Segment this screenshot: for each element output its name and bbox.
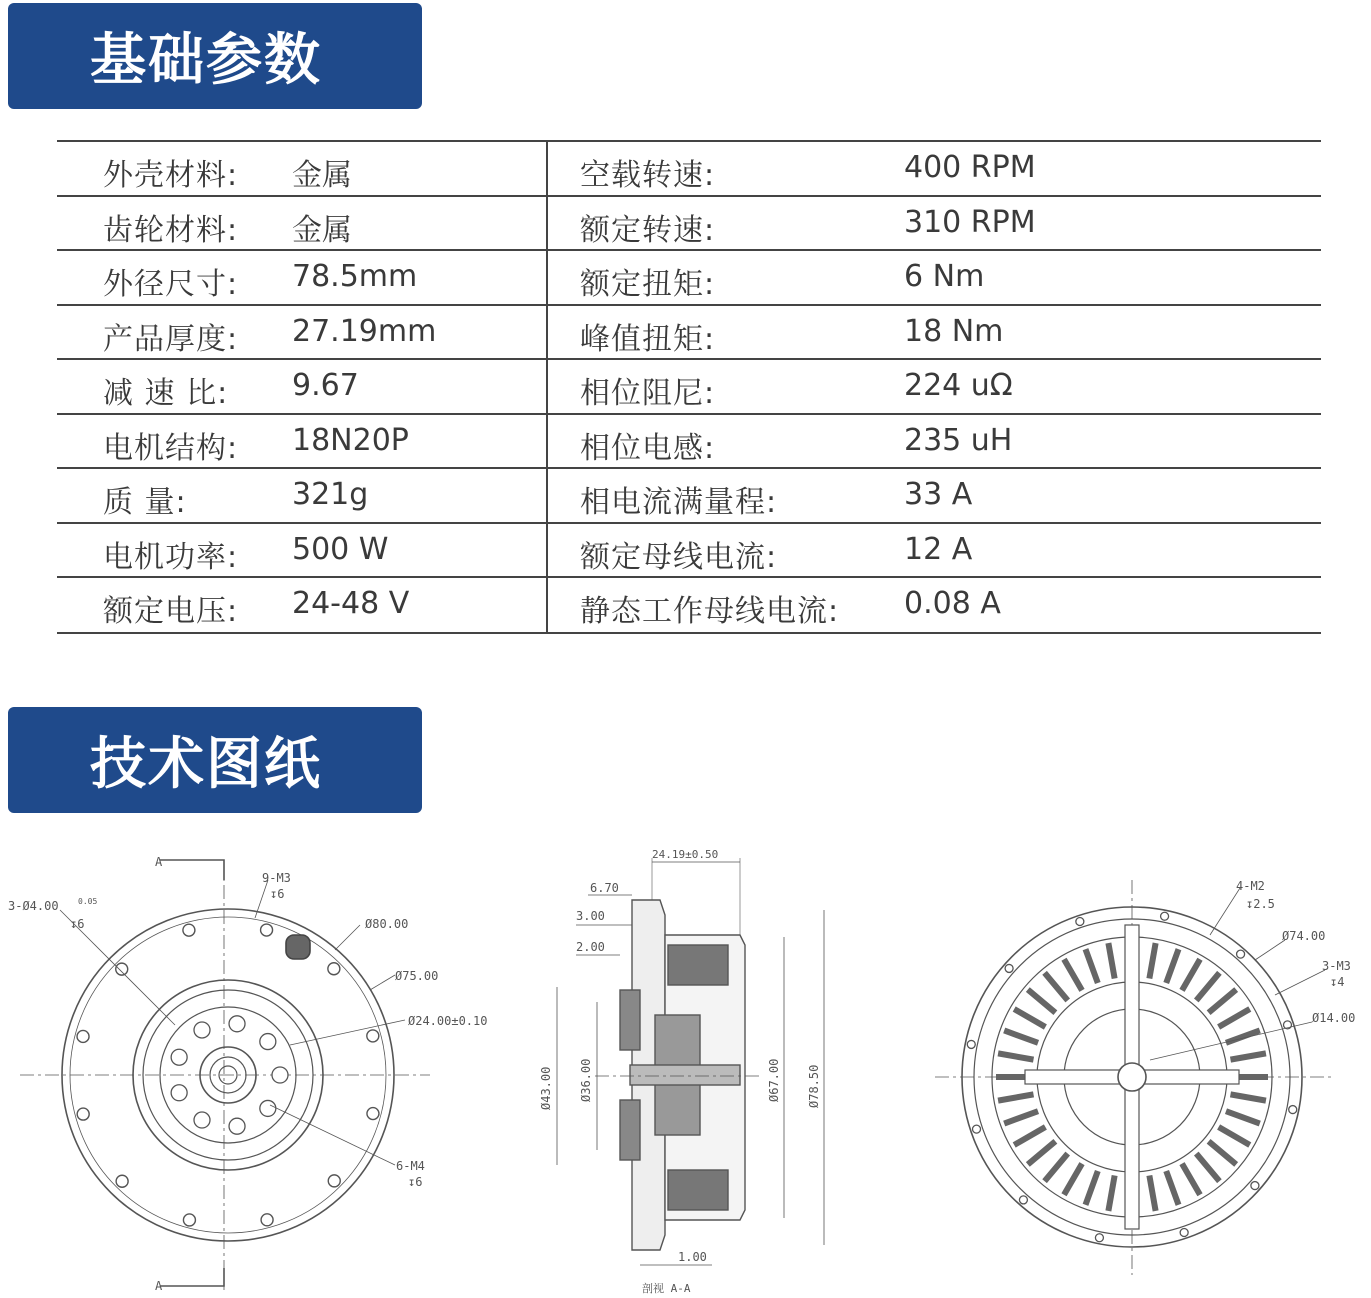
flange-hole bbox=[328, 963, 340, 975]
section-bearing-bottom bbox=[620, 1100, 640, 1160]
spec-value-right: 18 Nm bbox=[904, 313, 1004, 349]
flange-hole bbox=[116, 963, 128, 975]
dim-dia-d: Ø78.50 bbox=[807, 1064, 821, 1108]
connector-hatch bbox=[286, 935, 310, 959]
stator-slot bbox=[1028, 1141, 1056, 1164]
spec-table bbox=[57, 140, 1321, 634]
dim-holes-b: 9-M3 bbox=[262, 871, 291, 885]
dim-width: 24.19±0.50 bbox=[652, 848, 719, 861]
spec-value-right: 310 RPM bbox=[904, 204, 1036, 240]
spec-row bbox=[57, 522, 1321, 578]
spec-value-left: 金属 bbox=[292, 158, 352, 193]
spec-value-left: 金属 bbox=[292, 212, 352, 248]
stator-slot bbox=[1045, 973, 1068, 1001]
rear-dim-holes-a: 4-M2 bbox=[1236, 879, 1265, 893]
flange-hole bbox=[328, 1175, 340, 1187]
dim-d2: 3.00 bbox=[576, 909, 605, 923]
section-shaft bbox=[630, 1065, 740, 1085]
rear-hole bbox=[967, 1040, 975, 1048]
dim-d1: 6.70 bbox=[590, 881, 619, 895]
dim-outer-dia: Ø80.00 bbox=[365, 917, 409, 931]
spec-value-left: 321g bbox=[292, 477, 369, 512]
leader-outer bbox=[335, 925, 360, 950]
hub-hole bbox=[194, 1112, 210, 1128]
spec-value-left: 18N20P bbox=[292, 422, 409, 458]
stator-slot bbox=[1209, 990, 1237, 1013]
spec-label-left: 外壳材料: bbox=[103, 158, 239, 193]
stator-slot bbox=[1108, 1175, 1114, 1210]
spec-value-left: 500 W bbox=[292, 531, 389, 567]
rear-dim-dia-b: Ø14.00 bbox=[1312, 1011, 1356, 1025]
stator-slot bbox=[1108, 943, 1114, 978]
stator-slot bbox=[1064, 1164, 1082, 1195]
stator-slot bbox=[1182, 1164, 1200, 1195]
stator-slot bbox=[1149, 943, 1155, 978]
rear-leader-dia-b bbox=[1150, 1022, 1312, 1060]
spec-row bbox=[57, 249, 1321, 305]
flange-hole bbox=[116, 1175, 128, 1187]
stator-slot bbox=[1209, 1141, 1237, 1164]
spec-value-left: 78.5mm bbox=[292, 259, 418, 294]
spec-value-right: 400 RPM bbox=[904, 150, 1036, 185]
rear-hole bbox=[1161, 912, 1169, 920]
section-label: 剖视 A-A bbox=[642, 1282, 691, 1295]
spec-row bbox=[57, 140, 1321, 196]
section-bearing-top bbox=[620, 990, 640, 1050]
spec-value-left: 9.67 bbox=[292, 368, 359, 403]
leader-pcd bbox=[370, 975, 395, 990]
rear-leader-b bbox=[1275, 970, 1325, 995]
stator-slot bbox=[1045, 1154, 1068, 1182]
rear-dim-holes-b: 3-M3 bbox=[1322, 959, 1351, 973]
rear-hole bbox=[1019, 1196, 1027, 1204]
hub-hole bbox=[229, 1016, 245, 1032]
stator-slot bbox=[1196, 973, 1219, 1001]
spec-value-right: 0.08 A bbox=[904, 586, 1001, 621]
spec-value-right: 12 A bbox=[904, 531, 973, 567]
rear-hub bbox=[1118, 1063, 1146, 1091]
flange-hole bbox=[367, 1108, 379, 1120]
dim-holes-b-depth: ↧6 bbox=[270, 887, 285, 901]
flange-hole bbox=[261, 1214, 273, 1226]
spec-label-right: 相位电感: bbox=[580, 430, 716, 466]
rear-hole bbox=[1237, 950, 1245, 958]
section-header-tech-drawing: 技术图纸 bbox=[8, 707, 422, 813]
dim-inner-dia: Ø24.00±0.10 bbox=[408, 1014, 488, 1028]
spec-value-left: 24-48 V bbox=[292, 586, 410, 621]
rear-dim-holes-a-depth: ↧2.5 bbox=[1246, 897, 1275, 911]
stator-slot bbox=[1085, 1171, 1097, 1205]
rear-dim-holes-b-depth: ↧4 bbox=[1330, 975, 1345, 989]
rear-dim-dia-a: Ø74.00 bbox=[1282, 929, 1326, 943]
section-stator-top bbox=[668, 945, 728, 985]
flange-hole bbox=[183, 1214, 195, 1226]
stator-slot bbox=[1226, 1111, 1260, 1123]
dim-holes-c-depth: ↧6 bbox=[408, 1175, 423, 1189]
hub-hole bbox=[272, 1067, 288, 1083]
rear-hole bbox=[973, 1125, 981, 1133]
dim-holes-a-tol: 0.05 bbox=[78, 897, 98, 906]
dim-pcd-dia: Ø75.00 bbox=[395, 969, 439, 983]
spec-label-left: 额定电压: bbox=[103, 594, 239, 629]
dim-holes-a-depth: ↧6 bbox=[70, 917, 85, 931]
spec-value-left: 27.19mm bbox=[292, 313, 437, 349]
stator-slot bbox=[1149, 1175, 1155, 1210]
stator-slot bbox=[1064, 959, 1082, 990]
section-header-basic-params: 基础参数 bbox=[8, 3, 422, 109]
spec-value-right: 6 Nm bbox=[904, 259, 985, 294]
technical-drawings bbox=[0, 840, 1371, 1298]
dim-holes-c: 6-M4 bbox=[396, 1159, 425, 1173]
spec-label-right: 相位阻尼: bbox=[580, 376, 716, 411]
hub-hole bbox=[260, 1100, 276, 1116]
spec-label-right: 静态工作母线电流: bbox=[580, 594, 840, 629]
spec-label-right: 额定母线电流: bbox=[580, 539, 778, 575]
stator-slot bbox=[1230, 1053, 1265, 1059]
rear-hole bbox=[1005, 964, 1013, 972]
table-bottom-border bbox=[57, 632, 1321, 634]
rear-hole bbox=[1289, 1106, 1297, 1114]
spec-label-left: 减 速 比: bbox=[103, 376, 229, 411]
dim-dia-c: Ø67.00 bbox=[767, 1058, 781, 1102]
dim-holes-a: 3-Ø4.00 bbox=[8, 899, 59, 913]
flange-hole bbox=[77, 1108, 89, 1120]
spec-label-right: 额定转速: bbox=[580, 212, 716, 248]
stator-slot bbox=[998, 1094, 1033, 1100]
spec-label-right: 峰值扭矩: bbox=[580, 321, 716, 357]
rear-leader-a bbox=[1210, 888, 1240, 935]
spec-row bbox=[57, 467, 1321, 523]
spec-row bbox=[57, 358, 1321, 414]
stator-slot bbox=[1085, 949, 1097, 983]
spec-label-right: 相电流满量程: bbox=[580, 485, 778, 520]
spec-label-left: 齿轮材料: bbox=[103, 212, 239, 248]
spec-label-left: 外径尺寸: bbox=[103, 267, 239, 302]
flange-hole bbox=[367, 1030, 379, 1042]
spec-label-left: 产品厚度: bbox=[103, 321, 239, 357]
hub-hole bbox=[171, 1085, 187, 1101]
stator-slot bbox=[1004, 1030, 1038, 1042]
stator-slot bbox=[1230, 1094, 1265, 1100]
spec-row bbox=[57, 413, 1321, 469]
spec-label-right: 空载转速: bbox=[580, 158, 716, 193]
spec-value-right: 235 uH bbox=[904, 422, 1013, 458]
rear-leader-dia-a bbox=[1255, 940, 1285, 960]
stator-slot bbox=[1182, 959, 1200, 990]
stator-slot bbox=[1219, 1009, 1250, 1027]
spec-row bbox=[57, 195, 1321, 251]
dim-dia-b: Ø36.00 bbox=[579, 1058, 593, 1102]
spec-row bbox=[57, 576, 1321, 632]
section-marker-top: A bbox=[155, 855, 163, 869]
spec-label-left: 电机功率: bbox=[103, 539, 239, 575]
stator-slot bbox=[1196, 1154, 1219, 1182]
spec-row bbox=[57, 304, 1321, 360]
rear-view-drawing bbox=[935, 880, 1335, 1275]
rear-hole bbox=[1180, 1228, 1188, 1236]
section-marker-bottom: A bbox=[155, 1279, 163, 1293]
hub-hole bbox=[194, 1022, 210, 1038]
hub-hole bbox=[171, 1049, 187, 1065]
drawings-canvas bbox=[0, 840, 1371, 1298]
spec-value-right: 224 uΩ bbox=[904, 368, 1013, 403]
section-arrow-top bbox=[160, 860, 224, 880]
spec-value-right: 33 A bbox=[904, 477, 973, 512]
rear-hole bbox=[1095, 1234, 1103, 1242]
dim-dia-a: Ø43.00 bbox=[539, 1066, 553, 1110]
hub-hole bbox=[229, 1118, 245, 1134]
hub-hole bbox=[260, 1034, 276, 1050]
stator-slot bbox=[1028, 990, 1056, 1013]
spec-label-left: 电机结构: bbox=[103, 430, 239, 466]
flange-hole bbox=[77, 1030, 89, 1042]
dim-d3: 2.00 bbox=[576, 940, 605, 954]
rear-hole bbox=[1076, 918, 1084, 926]
stator-slot bbox=[1219, 1127, 1250, 1145]
stator-slot bbox=[1166, 949, 1178, 983]
stator-slot bbox=[1004, 1111, 1038, 1123]
stator-slot bbox=[1014, 1009, 1045, 1027]
rear-hole bbox=[1251, 1182, 1259, 1190]
section-stator-bottom bbox=[668, 1170, 728, 1210]
flange-hole bbox=[183, 924, 195, 936]
stator-slot bbox=[1014, 1127, 1045, 1145]
section-arrow-bottom bbox=[160, 1268, 224, 1286]
spec-label-left: 质 量: bbox=[103, 485, 187, 520]
flange-hole bbox=[261, 924, 273, 936]
stator-slot bbox=[1166, 1171, 1178, 1205]
spec-label-right: 额定扭矩: bbox=[580, 267, 716, 302]
stator-slot bbox=[998, 1053, 1033, 1059]
dim-bottom: 1.00 bbox=[678, 1250, 707, 1264]
